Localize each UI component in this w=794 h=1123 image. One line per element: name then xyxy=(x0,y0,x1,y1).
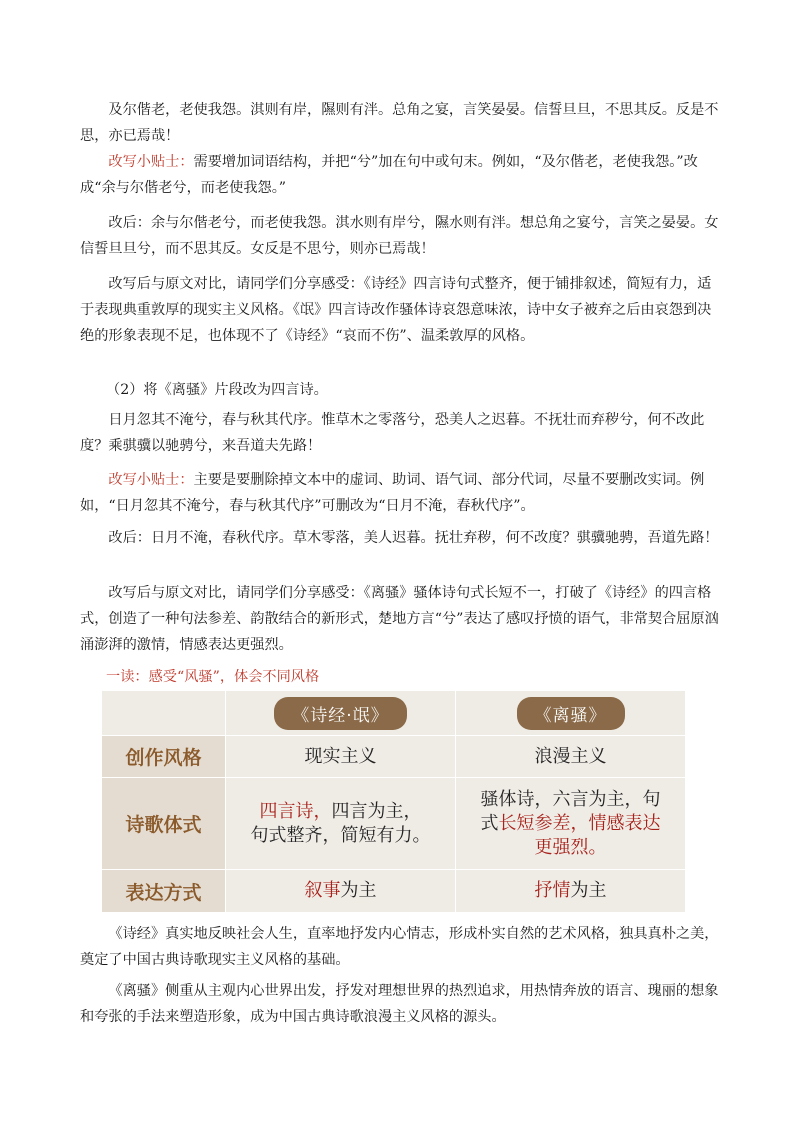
highlight-text: 叙事 xyxy=(304,880,341,901)
rewrite-tip-1 xyxy=(80,149,720,201)
highlight-text: 四言诗， xyxy=(259,800,332,822)
tip-text: 主要是要删除掉文本中的虚词、助词、语气词、部分代词，尽量不要删改实词。例如，“日月忽其不淹兮，春与秋其代序”可删改为“日月不淹，春秋代序”。 xyxy=(80,472,705,514)
table-cell xyxy=(456,778,686,870)
cell-text: 句式整齐，简短有力。 xyxy=(250,824,431,846)
original-excerpt-1: 及尔偕老，老使我怨。淇则有岸，隰则有泮。总角之宴，言笑晏晏。信誓旦旦，不思其反。反是不思，亦已焉哉！ xyxy=(80,102,719,144)
table-row xyxy=(102,778,686,870)
row-header: 诗歌体式 xyxy=(102,778,226,870)
tip-text: 需要增加词语结构，并把“兮”加在句中或句末。例如，“及尔偕老，老使我怨。”改成“余与尔偕老兮，而老使我怨。” xyxy=(80,154,698,196)
table-cell: 浪漫主义 xyxy=(456,736,686,778)
row-header: 表达方式 xyxy=(102,870,226,913)
highlight-text: 长短参差，情感表达 xyxy=(498,812,661,834)
comparison-paragraph-2: 改写后与原文对比，请同学们分享感受：《离骚》骚体诗句式长短不一，打破了《诗经》的四言格式，创造了一种句法参差、韵散结合的新形式，楚地方言“兮”表达了感叹抒愤的语气，非常契合屈原汹涌澎湃的激情，情感表达更强烈。 xyxy=(80,585,719,653)
table-header-row xyxy=(102,691,686,736)
table-cell: 现实主义 xyxy=(226,736,456,778)
cell-text: 四言为主， xyxy=(331,800,422,822)
lisao-badge: 《离骚》 xyxy=(517,697,625,730)
style-comparison-table xyxy=(101,690,686,913)
table-cell xyxy=(226,778,456,870)
tip-label: 改写小贴士： xyxy=(108,154,194,170)
table-cell xyxy=(226,870,456,913)
table-cell xyxy=(456,870,686,913)
rewritten-version-2: 改后：日月不淹，春秋代序。草木零落，美人迟暮。抚壮弃秽，何不改度？骐骥驰骋，吾道先路！ xyxy=(108,530,719,546)
row-header: 创作风格 xyxy=(102,736,226,778)
cell-text: 为主 xyxy=(340,880,377,901)
rewrite-tip-2 xyxy=(80,467,720,519)
shijing-badge: 《诗经·氓》 xyxy=(274,697,406,730)
highlight-text: 抒情 xyxy=(534,880,571,901)
cell-text: 骚体诗，六言为主，句 xyxy=(480,788,661,810)
original-excerpt-2: 日月忽其不淹兮，春与秋其代序。惟草木之零落兮，恐美人之迟暮。不抚壮而弃秽兮，何不改此度？乘骐骥以驰骋兮，来吾道夫先路！ xyxy=(80,412,705,454)
cell-text: 式 xyxy=(480,812,499,834)
table-corner-cell xyxy=(102,691,226,736)
section-title: 一读：感受“风骚”，体会不同风格 xyxy=(106,669,320,685)
rewritten-version-1: 改后：余与尔偕老兮，而老使我怨。淇水则有岸兮，隰水则有泮。想总角之宴兮，言笑之晏晏。女信誓旦旦兮，而不思其反。女反是不思兮，则亦已焉哉！ xyxy=(80,215,719,257)
comparison-paragraph-1: 改写后与原文对比，请同学们分享感受：《诗经》四言诗句式整齐，便于铺排叙述，简短有力，适于表现典重敦厚的现实主义风格。《氓》四言诗改作骚体诗哀怨意味浓，诗中女子被弃之后由哀怨到决绝的形象表现不足，也体现不了《诗经》“哀而不伤”、温柔敦厚的风格。 xyxy=(80,276,712,344)
tip-label: 改写小贴士： xyxy=(108,472,194,488)
table-col-header xyxy=(456,691,686,736)
cell-text: 为主 xyxy=(570,880,607,901)
conclusion-lisao: 《离骚》侧重从主观内心世界出发，抒发对理想世界的热烈追求，用热情奔放的语言、瑰丽的想象和夸张的手法来塑造形象，成为中国古典诗歌浪漫主义风格的源头。 xyxy=(80,983,719,1025)
task-2-heading: （2）将《离骚》片段改为四言诗。 xyxy=(106,382,328,398)
table-row xyxy=(102,870,686,913)
highlight-text: 更强烈。 xyxy=(534,836,607,858)
conclusion-shijing: 《诗经》真实地反映社会人生，直率地抒发内心情志，形成朴实自然的艺术风格，独具真朴之美，奠定了中国古典诗歌现实主义风格的基础。 xyxy=(80,926,719,968)
table-col-header xyxy=(226,691,456,736)
table-row xyxy=(102,736,686,778)
